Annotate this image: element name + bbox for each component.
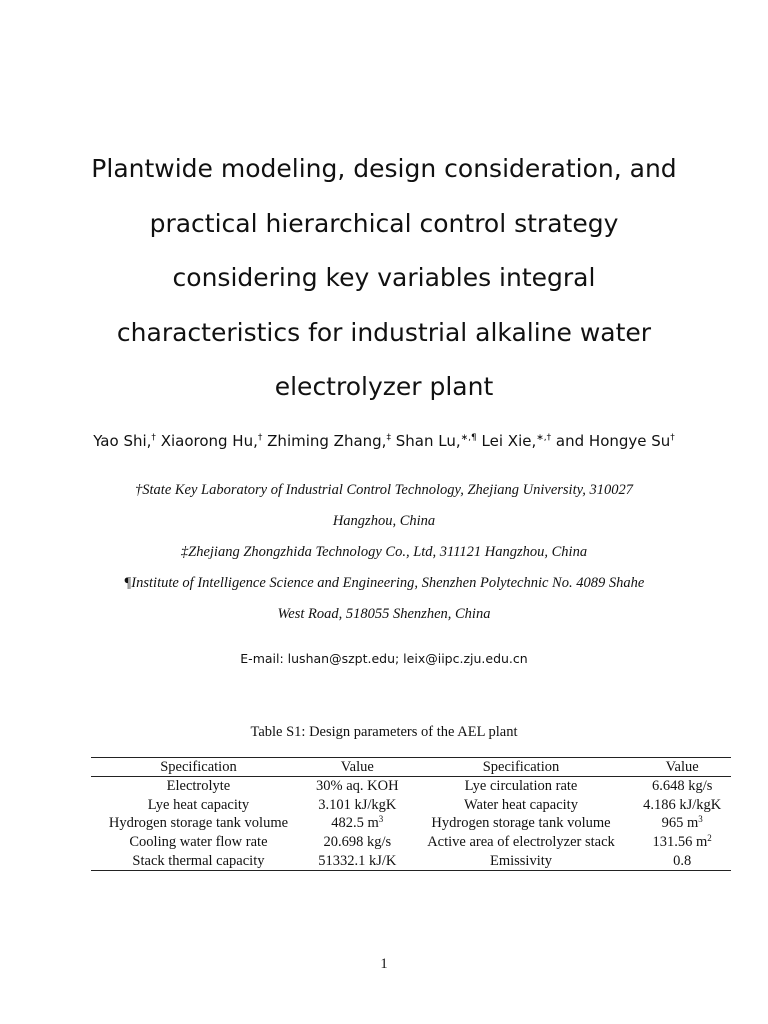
author-mark: ∗,† xyxy=(536,433,552,443)
affiliation-line: Hangzhou, China xyxy=(332,513,436,529)
value-cell: 482.5 $m^3$ xyxy=(331,814,384,832)
author-name: Lei Xie, xyxy=(481,432,537,450)
spec-cell: Lye circulation rate xyxy=(464,778,578,795)
value-cell: 4.186 kJ/kgK xyxy=(643,796,722,813)
table-row xyxy=(91,814,731,833)
spec-cell: Emissivity xyxy=(489,852,553,869)
author-mark: † xyxy=(151,433,156,443)
value-cell: 30% aq. KOH xyxy=(316,778,399,795)
table-header-row xyxy=(91,758,731,777)
value-cell: 965 $m^3$ xyxy=(661,814,703,832)
page-number: 1 xyxy=(380,956,388,972)
author-name: Shan Lu, xyxy=(395,432,461,450)
author-name: Zhiming Zhang, xyxy=(267,432,387,450)
column-header: Specification xyxy=(409,758,634,777)
author-name: Yao Shi, xyxy=(93,432,152,450)
design-parameters-table xyxy=(91,757,731,871)
author-mark: † xyxy=(257,433,263,443)
value-cell: 0.8 xyxy=(673,852,692,869)
affiliation-line: ‡Zhejiang Zhongzhida Technology Co., Ltd, 311121 Hangzhou, China xyxy=(180,544,588,560)
affiliation-line: ¶Institute of Intelligence Science and Engineering, Shenzhen Polytechnic No. 4089 Shahe xyxy=(123,575,645,591)
author-mark: † xyxy=(670,433,675,443)
author-name: and Hongye Su xyxy=(555,432,671,450)
title-line: characteristics for industrial alkaline water xyxy=(116,317,652,347)
table-row xyxy=(91,833,731,852)
spec-cell: Electrolyte xyxy=(166,778,231,795)
value-cell: 131.56 $m^2$ xyxy=(652,833,712,851)
column-header: Value xyxy=(633,758,731,777)
spec-cell: Cooling water flow rate xyxy=(129,834,268,851)
column-header: Value xyxy=(306,758,409,777)
title-line: Plantwide modeling, design consideration, and xyxy=(91,154,677,183)
paper-title xyxy=(60,142,708,415)
value-cell: 20.698 kg/s xyxy=(323,834,392,851)
title-line: practical hierarchical control strategy xyxy=(149,208,619,238)
table-caption: Table S1: Design parameters of the AEL plant xyxy=(250,724,518,740)
spec-cell: Hydrogen storage tank volume xyxy=(108,815,289,832)
column-header: Specification xyxy=(91,758,306,777)
value-cell: 3.101 kJ/kgK xyxy=(318,796,397,813)
table-row xyxy=(91,796,731,815)
title-line: considering key variables integral xyxy=(172,263,596,292)
table-row xyxy=(91,777,731,796)
author-mark: ∗,¶ xyxy=(460,433,477,443)
spec-cell: Lye heat capacity xyxy=(147,796,250,813)
contact-email: E-mail: lushan@szpt.edu; leix@iipc.zju.edu.cn xyxy=(240,651,528,666)
title-line: electrolyzer plant xyxy=(274,372,494,401)
author-name: Xiaorong Hu, xyxy=(160,432,258,450)
spec-cell: Stack thermal capacity xyxy=(132,852,265,869)
spec-cell: Hydrogen storage tank volume xyxy=(431,815,611,832)
spec-cell: Water heat capacity xyxy=(464,796,578,813)
affiliation-line: West Road, 518055 Shenzhen, China xyxy=(277,606,491,622)
author-mark: ‡ xyxy=(386,433,391,443)
affiliation-line: †State Key Laboratory of Industrial Control Technology, Zhejiang University, 310027 xyxy=(135,482,633,498)
value-cell: 6.648 kg/s xyxy=(651,778,713,795)
value-cell: 51332.1 kJ/K xyxy=(318,852,397,869)
spec-cell: Active area of electrolyzer stack xyxy=(427,834,615,851)
table-row xyxy=(91,851,731,870)
author-list xyxy=(0,432,768,450)
